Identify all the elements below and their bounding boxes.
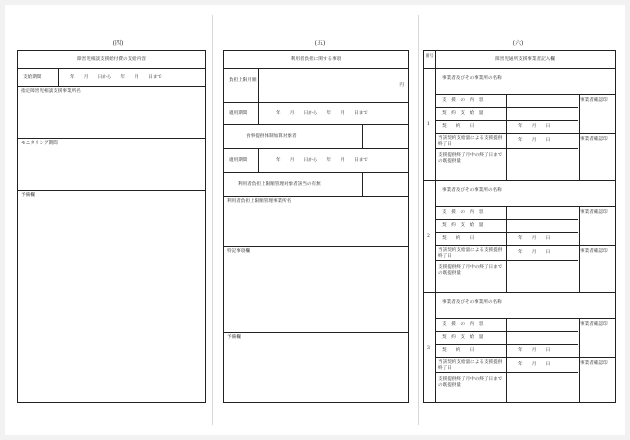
page-number-5: (五): [314, 40, 326, 47]
page-number-6: (六): [512, 40, 524, 47]
payment-period-label: 支給期間: [23, 75, 42, 80]
contract-date-value: 年 月 日: [518, 124, 551, 129]
special-notes-label: 特記事項欄: [227, 249, 250, 254]
reserve-label: 予備欄: [21, 193, 35, 198]
fold-line: [418, 15, 419, 425]
number-header: 番号: [425, 53, 434, 58]
provided-amount-label: 支援提供終了月中の終了日までの既提供量: [438, 265, 503, 276]
contract-amount-label: 契 約 支 給 量: [442, 111, 484, 116]
upper-limit-target-label: 利用者負担上限額管理対象者該当の有無: [238, 182, 321, 187]
contract-date-label: 契 約 日: [442, 124, 475, 129]
business-name-label: 事業者及びその事業所の名称: [442, 76, 502, 81]
confirm-seal-label: 事業者確認印: [580, 98, 608, 103]
contract-date-label: 契 約 日: [442, 348, 475, 353]
applicable-period-label: 適用期間: [229, 111, 248, 116]
applicable-period-value: 年 月 日から 年 月 日まで: [276, 158, 368, 163]
consultation-office-label: 指定障害児相談支援事業所名: [21, 89, 81, 94]
end-date-value: 年 月 日: [518, 138, 551, 143]
contract-date-value: 年 月 日: [518, 348, 551, 353]
provider-block: [424, 69, 615, 181]
form-sheet: [5, 5, 625, 435]
panel-title: 利用者負担に関する事項: [290, 57, 342, 62]
contract-date-label: 契 約 日: [442, 236, 475, 241]
provider-block: [424, 181, 615, 293]
provided-amount-label: 支援提供終了月中の終了日までの既提供量: [438, 153, 503, 164]
reserve-label: 予備欄: [227, 335, 241, 340]
applicable-period-label: 適用期間: [229, 158, 248, 163]
business-name-label: 事業者及びその事業所の名称: [442, 188, 502, 193]
panel-provider-entries: [423, 50, 616, 403]
service-content-label: 支 援 の 内 容: [442, 210, 484, 215]
end-date-label: 当該契約支給量による支援提供終了日: [438, 248, 503, 259]
contract-amount-label: 契 約 支 給 量: [442, 223, 484, 228]
contract-date-value: 年 月 日: [518, 236, 551, 241]
burden-limit-label: 負担上限月額: [229, 78, 257, 83]
panel-title: 障害児相談支援給付費の支給内容: [77, 57, 146, 62]
confirm-seal-label: 事業者確認印: [580, 361, 608, 366]
page-number-4: (四): [112, 40, 124, 47]
payment-period-value: 年 月 日から 年 月 日まで: [70, 75, 162, 80]
confirm-seal-label: 事業者確認印: [580, 249, 608, 254]
panel-title: 障害児通所支援事業者記入欄: [495, 57, 555, 62]
applicable-period-value: 年 月 日から 年 月 日まで: [276, 111, 368, 116]
meal-provision-label: 食事提供体制加算対象者: [246, 134, 297, 139]
confirm-seal-label: 事業者確認印: [580, 137, 608, 142]
service-content-label: 支 援 の 内 容: [442, 98, 484, 103]
panel-user-burden: [223, 50, 409, 403]
monitoring-period-label: モニタリング期間: [21, 141, 58, 146]
provided-amount-label: 支援提供終了月中の終了日までの既提供量: [438, 377, 503, 388]
end-date-value: 年 月 日: [518, 250, 551, 255]
end-date-label: 当該契約支給量による支援提供終了日: [438, 360, 503, 371]
contract-amount-label: 契 約 支 給 量: [442, 335, 484, 340]
fold-line: [212, 15, 213, 425]
confirm-seal-label: 事業者確認印: [580, 210, 608, 215]
block-number: 1: [427, 122, 430, 127]
business-name-label: 事業者及びその事業所の名称: [442, 300, 502, 305]
end-date-value: 年 月 日: [518, 362, 551, 367]
provider-block: [424, 293, 615, 403]
confirm-seal-label: 事業者確認印: [580, 322, 608, 327]
block-number: 2: [427, 234, 430, 239]
block-number: 3: [427, 346, 430, 351]
service-content-label: 支 援 の 内 容: [442, 322, 484, 327]
upper-limit-office-label: 利用者負担上限額管理事業所名: [227, 199, 292, 204]
yen-unit: 円: [399, 83, 404, 88]
end-date-label: 当該契約支給量による支援提供終了日: [438, 136, 503, 147]
panel-payment-contents: [17, 50, 206, 403]
